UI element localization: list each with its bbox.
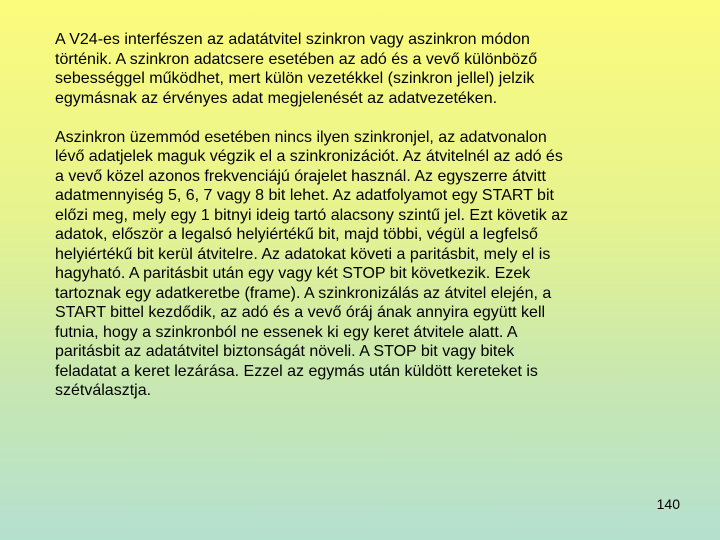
page-number: 140 xyxy=(656,496,680,512)
paragraph-sync-async: A V24-es interfészen az adatátvitel szinkron vagy aszinkron módon történik. A szinkron adatcsere esetében az adó és a vevő különböző sebességgel működhet, mert külön vezetékkel (szinkron jellel) jelzik egymásnak az érvényes adat megjelenését az adatvezetéken. xyxy=(55,31,538,107)
paragraph-async-mode: Aszinkron üzemmód esetében nincs ilyen szinkronjel, az adatvonalon lévő adatjelek maguk végzik el a szinkronizációt. Az átvitelnél az adó és a vevő közel azonos frekvenciájú órajelet használ. Az egyszerre átvitt adatmennyiség 5, 6, 7 vagy 8 bit lehet. Az adatfolyamot egy START bit előzi meg, mely egy 1 bitnyi ideig tartó alacsony szintű jel. Ezt követik az adatok, először a legalsó helyiértékű bit, majd többi, végül a legfelső helyiértékű bit kerül átvitelre. Az adatokat követi a paritásbit, mely el is hagyható. A paritásbit után egy vagy két STOP bit következik. Ezek tartoznak egy adatkeretbe (frame). A szinkronizálás az átvitel elején, a START bittel kezdődik, az adó és a vevő óráj ának annyira együtt kell futnia, hogy a szinkronból ne essenek ki egy keret átvitele alatt. A paritásbit az adatátvitel biztonságát növeli. A STOP bit vagy bitek feladatat a keret lezárása. Ezzel az egymás után küldött kereteket is szétválasztja. xyxy=(55,128,569,399)
slide-body xyxy=(55,30,665,401)
